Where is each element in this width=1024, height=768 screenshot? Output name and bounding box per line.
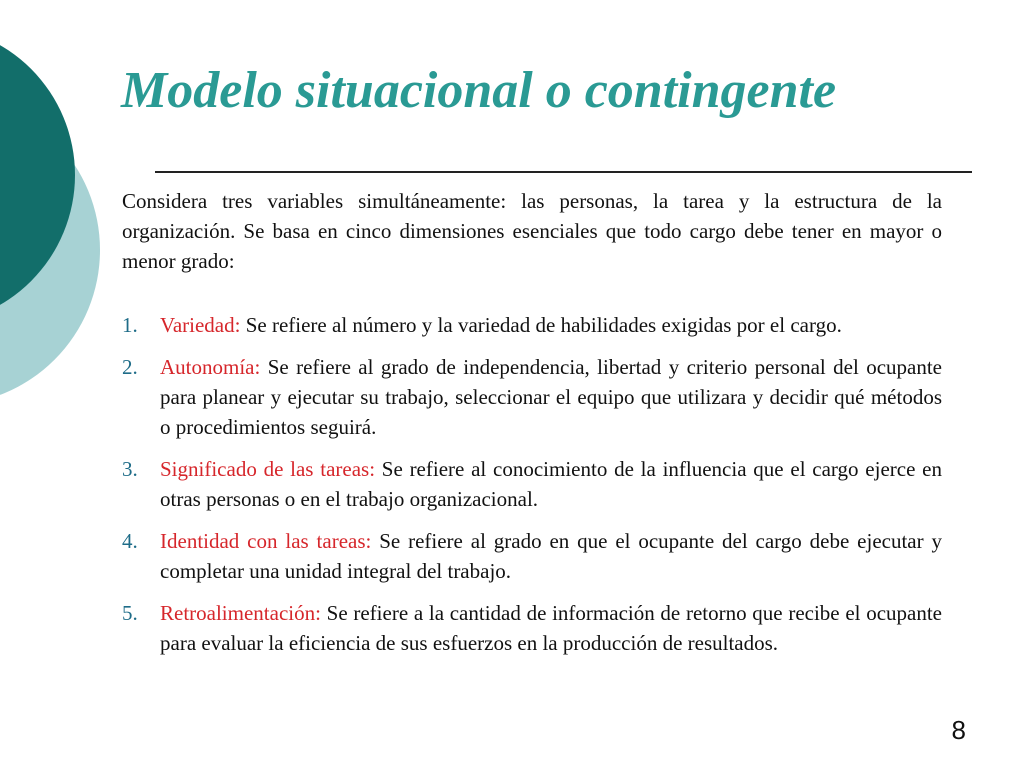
item-text: Se refiere a la cantidad de información de retorno que recibe el ocupante para evaluar la eficiencia de sus esfuerzos en la producción de resultados. [160, 601, 942, 655]
title-divider [155, 171, 972, 173]
page-number: 8 [951, 715, 966, 745]
item-number: 1. [122, 313, 138, 337]
list-item [122, 310, 942, 340]
item-term: Variedad: [160, 313, 241, 337]
list-item [122, 598, 942, 658]
item-body [160, 598, 942, 658]
list-item [122, 526, 942, 586]
item-body [160, 352, 942, 442]
item-body [160, 310, 942, 340]
list-item [122, 454, 942, 514]
list-item [122, 352, 942, 442]
item-term: Retroalimentación: [160, 601, 321, 625]
item-term: Significado de las tareas: [160, 457, 376, 481]
item-number: 4. [122, 529, 138, 553]
dimensions-list [122, 310, 942, 670]
item-text: Se refiere al conocimiento de la influencia que el cargo ejerce en otras personas o en el trabajo organizacional. [160, 457, 942, 511]
item-number: 3. [122, 457, 138, 481]
item-text: Se refiere al grado en que el ocupante del cargo debe ejecutar y completar una unidad integral del trabajo. [160, 529, 942, 583]
item-number: 5. [122, 601, 138, 625]
item-text: Se refiere al número y la variedad de habilidades exigidas por el cargo. [240, 313, 842, 337]
item-term: Autonomía: [160, 355, 261, 379]
intro-paragraph: Considera tres variables simultáneamente: las personas, la tarea y la estructura de la organización. Se basa en cinco dimensiones esenciales que todo cargo debe tener en mayor o menor grado: [122, 189, 942, 273]
item-term: Identidad con las tareas: [160, 529, 372, 553]
item-number: 2. [122, 355, 138, 379]
slide-title: Modelo situacional o contingente [121, 62, 837, 119]
item-body [160, 454, 942, 514]
item-text: Se refiere al grado de independencia, libertad y criterio personal del ocupante para planear y ejecutar su trabajo, seleccionar el equipo que utilizara y decidir qué métodos o procedimientos seguirá. [160, 355, 942, 439]
item-body [160, 526, 942, 586]
